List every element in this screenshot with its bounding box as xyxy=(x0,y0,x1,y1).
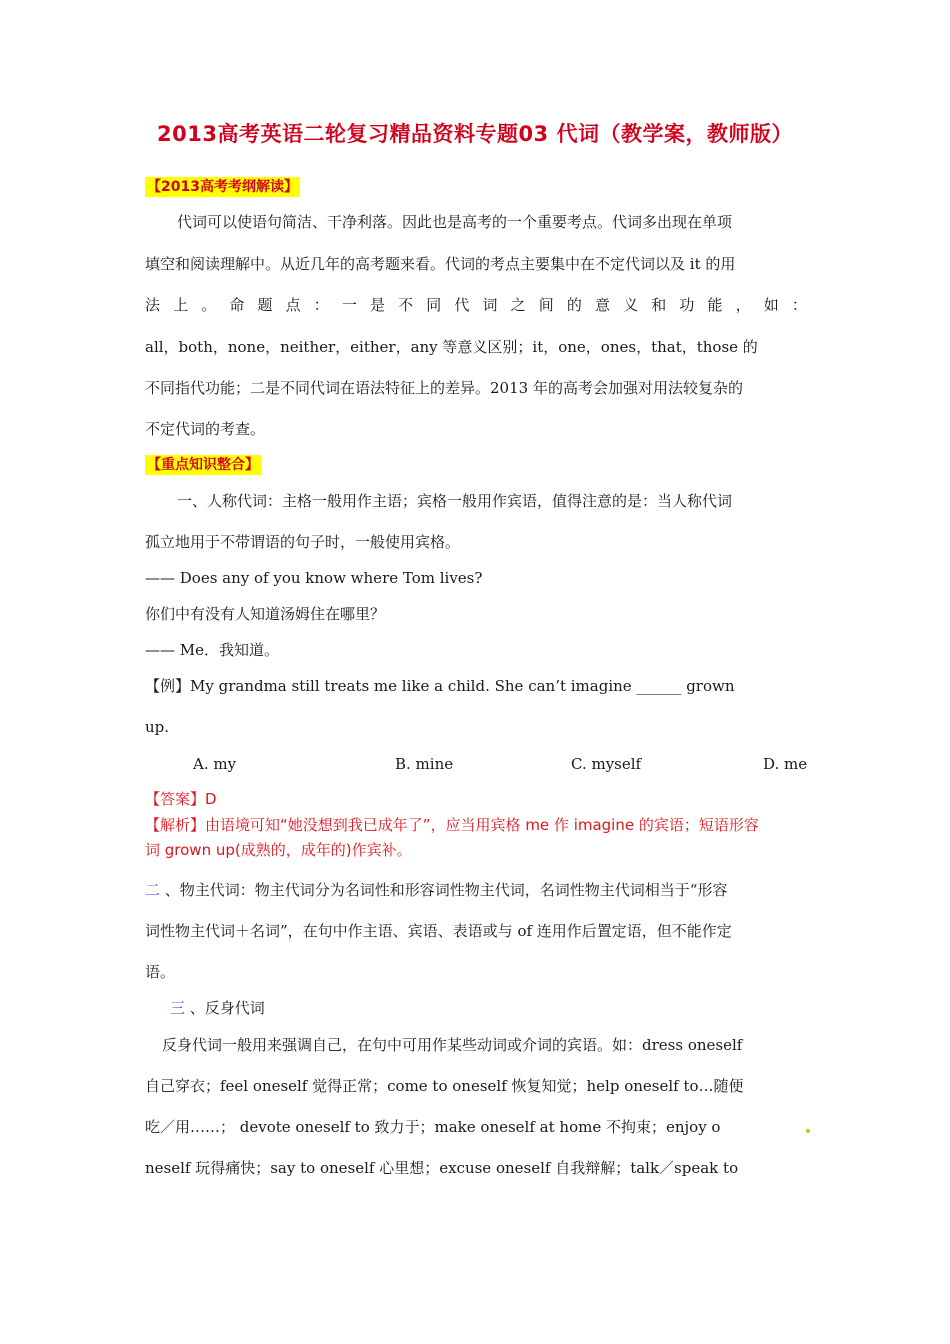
example-line-1: 【例】My grandma still treats me like a child. She can’t imagine ______ grown xyxy=(145,677,735,695)
option-a: A. my xyxy=(193,755,237,773)
intro-line-3-char: ： xyxy=(313,296,329,314)
outline-section-tag: 【2013高考考纲解读】 xyxy=(147,179,298,195)
intro-line-3-char: 法 xyxy=(145,296,161,314)
reflexive-line-3: 吃／用……； devote oneself to 致力于；make oneself at home 不拘束；enjoy o xyxy=(145,1118,721,1136)
dialogue-question: —— Does any of you know where Tom lives? xyxy=(145,569,483,587)
intro-line-6: 不定代词的考查。 xyxy=(145,420,266,438)
possessive-line-1 xyxy=(145,880,727,900)
reflexive-line-2: 自己穿衣；feel oneself 觉得正常；come to oneself 恢复知觉；help oneself to…随便 xyxy=(145,1077,744,1095)
intro-line-3-char: 是 xyxy=(370,296,386,314)
example-line-2: up. xyxy=(145,718,170,736)
intro-line-4: all，both，none，neither，either，any 等意义区别；it，one，ones，that，those 的 xyxy=(145,338,758,356)
intro-line-3-char: 代 xyxy=(454,296,470,314)
intro-line-3-char: 点 xyxy=(285,296,301,314)
intro-line-3 xyxy=(145,295,807,315)
answer-line: 【答案】D xyxy=(145,790,217,808)
intro-line-3-char: 之 xyxy=(510,296,526,314)
intro-line-3-char: 义 xyxy=(623,296,639,314)
intro-line-3-char: 同 xyxy=(426,296,442,314)
intro-line-3-char: 不 xyxy=(398,296,414,314)
intro-line-5: 不同指代功能；二是不同代词在语法特征上的差异。2013 年的高考会加强对用法较复杂的 xyxy=(145,379,743,397)
reflexive-line-4: neself 玩得痛快；say to oneself 心里想；excuse oneself 自我辩解；talk／speak to xyxy=(145,1159,739,1177)
reflexive-heading-text: 、反身代词 xyxy=(185,999,265,1017)
intro-line-3-char: 意 xyxy=(595,296,611,314)
option-d: D. me xyxy=(763,755,808,773)
intro-line-3-char: 。 xyxy=(201,296,217,314)
personal-line-2: 孤立地用于不带谓语的句子时，一般使用宾格。 xyxy=(145,533,461,551)
intro-line-3-char: 如 xyxy=(763,296,779,314)
analysis-line-1: 【解析】由语境可知“她没想到我已成年了”，应当用宾格 me 作 imagine 的宾语；短语形容 xyxy=(145,816,759,834)
reflexive-line-1: 反身代词一般用来强调自己，在句中可用作某些动词或介词的宾语。如：dress oneself xyxy=(162,1036,743,1054)
intro-line-3-char: 和 xyxy=(651,296,667,314)
intro-line-3-char: 命 xyxy=(229,296,245,314)
intro-line-3-char: ： xyxy=(791,296,807,314)
highlight-dot xyxy=(806,1129,810,1133)
reflexive-number: 三 xyxy=(170,999,186,1017)
option-c: C. myself xyxy=(571,755,642,773)
possessive-number: 二 xyxy=(145,881,161,899)
dialogue-answer: —— Me．我知道。 xyxy=(145,641,280,659)
intro-line-3-char: 间 xyxy=(538,296,554,314)
knowledge-section-tag: 【重点知识整合】 xyxy=(147,457,259,473)
personal-line-1: 一、人称代词：主格一般用作主语；宾格一般用作宾语，值得注意的是：当人称代词 xyxy=(177,492,733,510)
reflexive-heading xyxy=(170,998,265,1018)
intro-line-3-char: 功 xyxy=(679,296,695,314)
intro-line-2: 填空和阅读理解中。从近几年的高考题来看。代词的考点主要集中在不定代词以及 it 的用 xyxy=(145,255,736,273)
intro-line-1: 代词可以使语句简洁、干净利落。因此也是高考的一个重要考点。代词多出现在单项 xyxy=(177,213,733,231)
possessive-line-2: 词性物主代词＋名词”，在句中作主语、宾语、表语或与 of 连用作后置定语，但不能作定 xyxy=(145,922,732,940)
dialogue-question-cn: 你们中有没有人知道汤姆住在哪里？ xyxy=(145,605,386,623)
intro-line-3-char: 的 xyxy=(566,296,582,314)
possessive-line-3: 语。 xyxy=(145,963,176,981)
intro-line-3-char: ， xyxy=(735,296,751,314)
intro-line-3-char: 能 xyxy=(707,296,723,314)
intro-line-3-char: 题 xyxy=(257,296,273,314)
intro-line-3-char: 一 xyxy=(341,296,357,314)
intro-line-3-char: 上 xyxy=(173,296,189,314)
intro-line-3-char: 词 xyxy=(482,296,498,314)
document-title: 2013高考英语二轮复习精品资料专题03 代词（教学案，教师版） xyxy=(157,122,793,146)
option-b: B. mine xyxy=(395,755,454,773)
analysis-line-2: 词 grown up(成熟的，成年的)作宾补。 xyxy=(145,841,412,859)
possessive-text: 、物主代词：物主代词分为名词性和形容词性物主代词，名词性物主代词相当于“形容 xyxy=(160,881,728,899)
